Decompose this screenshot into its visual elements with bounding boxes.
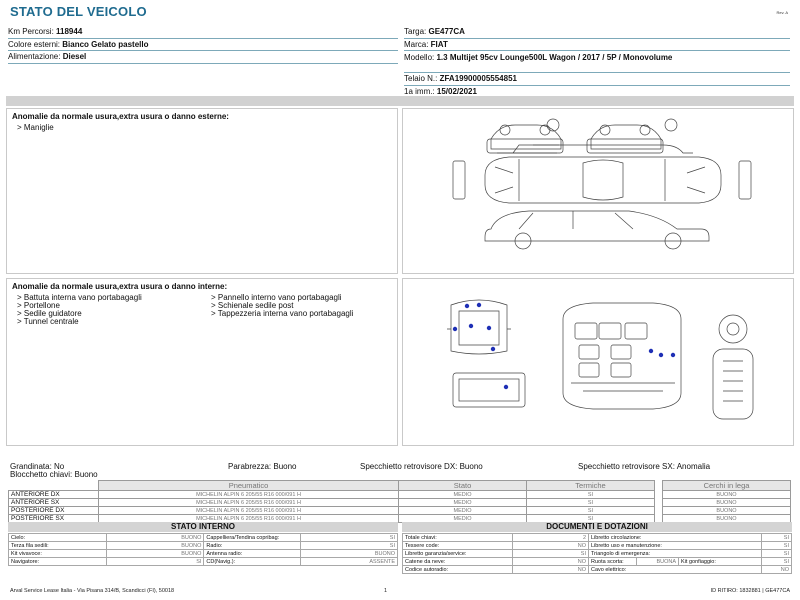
footer-page-number: 1 (384, 588, 388, 594)
tyre-position: ANTERIORE SX (9, 499, 99, 507)
revision-label: Rev. A (776, 10, 788, 15)
tyre-state: MEDIO (399, 499, 527, 507)
document-value: NO (513, 558, 589, 566)
tyres-header-row (9, 481, 791, 491)
tyre-winter: SI (527, 507, 655, 515)
document-label: Libretto uso e manutenzione: (589, 542, 762, 550)
plate-label: Targa: (404, 27, 429, 36)
make-value: FIAT (430, 39, 448, 49)
interior-anomaly-item: > Portellone (17, 301, 60, 310)
footer-id: ID RITIRO: 1832881 | GE477CA (710, 588, 790, 594)
document-value: NO (513, 566, 589, 574)
model-value: 1.3 Multijet 95cv Lounge500L Wagon / 2017 / 5P / Monovolume (436, 53, 673, 62)
exterior-anomalies-list (17, 124, 54, 132)
document-label: Codice autoradio: (403, 566, 513, 574)
tyre-position: POSTERIORE DX (9, 507, 99, 515)
color-value: Bianco Gelato pastello (62, 39, 149, 49)
interior-value: BUONO (106, 550, 204, 558)
interior-label: CD(Navig.): (204, 558, 301, 566)
document-value: SI (762, 558, 792, 566)
interior-anomaly-item: > Tunnel centrale (17, 317, 79, 326)
table-row (9, 499, 791, 507)
tyre-model: MICHELIN ALPIN 6 205/55 R16 000/091 H (99, 499, 399, 507)
table-row (403, 566, 792, 574)
tyre-winter: SI (527, 515, 655, 523)
tyres-header-winter: Termiche (527, 481, 655, 491)
tyres-header-rims: Cerchi in lega (663, 481, 791, 491)
exterior-anomaly-item: > Maniglie (17, 123, 54, 132)
table-row (403, 558, 792, 566)
damage-markers (453, 303, 675, 389)
interior-label: Antenna radio: (204, 550, 301, 558)
tyre-rims: BUONO (663, 507, 791, 515)
tyres-table (8, 480, 791, 523)
tyre-model: MICHELIN ALPIN 6 205/55 R16 000/091 H (99, 491, 399, 499)
document-label: Tessere code: (403, 542, 513, 550)
document-value: SI (762, 542, 792, 550)
car-interior-diagram (403, 279, 793, 445)
interior-diagram-panel (402, 278, 794, 446)
interior-value: SI (301, 534, 398, 542)
vin-label: Telaio N.: (404, 74, 440, 83)
footer-company: Arval Service Lease Italia - Via Pisana 314/B, Scandicci (FI), 50018 (10, 588, 175, 594)
table-row (9, 550, 398, 558)
document-value: SI (762, 550, 792, 558)
document-value: SI (513, 550, 589, 558)
tyres-header-tyre: Pneumatico (99, 481, 399, 491)
document-label: Cavo elettrico: (589, 566, 762, 574)
interior-value: BUONO (106, 542, 204, 550)
table-row (9, 491, 791, 499)
interior-anomalies-col1 (17, 294, 197, 326)
interior-anomaly-item: > Battuta interna vano portabagagli (17, 293, 142, 302)
document-value: 2 (513, 534, 589, 542)
tyre-position: ANTERIORE DX (9, 491, 99, 499)
interior-label: Kit vivavoce: (9, 550, 107, 558)
interior-state-header: STATO INTERNO (8, 522, 398, 532)
tyre-state: MEDIO (399, 515, 527, 523)
fuel-row (8, 51, 398, 64)
exterior-anomalies-panel (6, 108, 398, 274)
interior-label: Navigatore: (9, 558, 107, 566)
interior-value: SI (301, 542, 398, 550)
document-label: Kit gonfiaggio: (679, 558, 762, 566)
interior-label: Cappelliera/Tendina copribag: (204, 534, 301, 542)
tyre-model: MICHELIN ALPIN 6 205/55 R16 000/091 H (99, 507, 399, 515)
key-block-check: Blocchetto chiavi: Buono (10, 470, 98, 479)
interior-value: SI (106, 558, 204, 566)
interior-label: Radio: (204, 542, 301, 550)
document-label: Triangolo di emergenza: (589, 550, 762, 558)
document-label: Catene da neve: (403, 558, 513, 566)
documents-table (402, 533, 792, 574)
plate-value: GE477CA (428, 27, 465, 36)
tyre-winter: SI (527, 491, 655, 499)
table-row (9, 534, 398, 542)
km-label: Km Percorsi: (8, 27, 57, 36)
km-value: 118944 (56, 27, 83, 36)
document-label: Totale chiavi: (403, 534, 513, 542)
interior-label: Cielo: (9, 534, 107, 542)
interior-value: BUONO (301, 550, 398, 558)
document-value: SI (762, 534, 792, 542)
exterior-diagram-panel (402, 108, 794, 274)
table-row (9, 558, 398, 566)
tyre-model: MICHELIN ALPIN 6 205/55 R16 000/091 H (99, 515, 399, 523)
color-label: Colore esterni: (8, 39, 63, 49)
document-label: Libretto garanzia/service: (403, 550, 513, 558)
table-row (403, 534, 792, 542)
interior-value: BUONO (106, 534, 204, 542)
tyre-state: MEDIO (399, 491, 527, 499)
page-title: STATO DEL VEICOLO (10, 4, 147, 19)
document-value: NO (513, 542, 589, 550)
tyre-position: POSTERIORE SX (9, 515, 99, 523)
fuel-label: Alimentazione: (8, 52, 63, 61)
vehicle-info-left (8, 26, 398, 64)
document-label: Libretto circolazione: (589, 534, 762, 542)
interior-anomalies-panel (6, 278, 398, 446)
hail-check: Grandinata: No (10, 462, 65, 471)
tyres-header-state: Stato (399, 481, 527, 491)
interior-anomaly-item: > Pannello interno vano portabagagli (211, 293, 342, 302)
car-exterior-diagram (403, 109, 793, 273)
mirror-left-check: Specchietto retrovisore SX: Anomalia (578, 462, 711, 471)
tyre-rims: BUONO (663, 499, 791, 507)
interior-anomalies-title: Anomalie da normale usura,extra usura o danno interne: (12, 282, 228, 291)
windshield-check: Parabrezza: Buono (228, 462, 297, 471)
vin-value: ZFA19900005554851 (439, 74, 517, 83)
document-label: Ruota scorta: (589, 558, 637, 566)
interior-anomaly-item: > Tappezzeria interna vano portabagagli (211, 309, 354, 318)
table-row (403, 550, 792, 558)
document-value: NO (762, 566, 792, 574)
make-row (404, 39, 790, 52)
vehicle-info-right (404, 26, 790, 98)
make-label: Marca: (404, 39, 431, 49)
color-row (8, 39, 398, 52)
plate-row (404, 26, 790, 39)
tyre-state: MEDIO (399, 507, 527, 515)
registration-label: 1a imm.: (404, 86, 437, 96)
exterior-anomalies-title: Anomalie da normale usura,extra usura o danno esterne: (12, 112, 229, 121)
interior-anomaly-item: > Sedile guidatore (17, 309, 82, 318)
tyre-winter: SI (527, 499, 655, 507)
fuel-value: Diesel (62, 52, 87, 61)
table-row (403, 542, 792, 550)
interior-anomaly-item: > Schienale sedile post (211, 301, 294, 310)
interior-label: Terza fila sedili: (9, 542, 107, 550)
table-row (9, 542, 398, 550)
tyre-rims: BUONO (663, 515, 791, 523)
mirror-right-check: Specchietto retrovisore DX: Buono (360, 462, 483, 471)
registration-value: 15/02/2021 (436, 86, 477, 96)
tyre-rims: BUONO (663, 491, 791, 499)
documents-header: DOCUMENTI E DOTAZIONI (402, 522, 792, 532)
section-divider-bar (6, 96, 794, 106)
table-row (9, 507, 791, 515)
model-row (404, 51, 790, 73)
document-value: BUONA (637, 558, 679, 566)
model-label: Modello: (404, 53, 437, 62)
interior-value: ASSENTE (301, 558, 398, 566)
interior-anomalies-col2 (211, 294, 391, 318)
vin-row (404, 73, 790, 86)
interior-state-table (8, 533, 398, 566)
km-row (8, 26, 398, 39)
